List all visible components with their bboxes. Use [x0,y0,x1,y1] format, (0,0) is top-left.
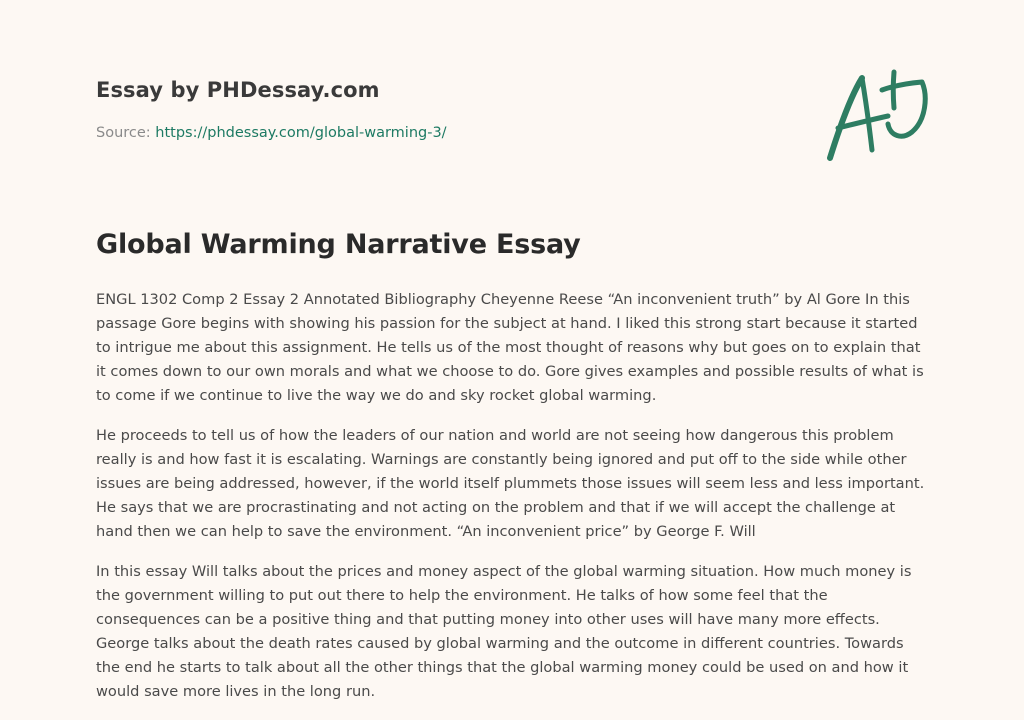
source-label: Source: [96,125,151,141]
essay-paragraph-3: In this essay Will talks about the prices and money aspect of the global warming situation. How much money is the government willing to put out there to help the environment. He talks of how some feel that the consequences can be a positive thing and that putting money into other uses will have many more effects. George talks about the death rates caused by global warming and the outcome in different countries. Towards the end he starts to talk about all the other things that the global warming money could be used on and how it would save more lives in the long run. [96,563,912,700]
essay-paragraph-2: He proceeds to tell us of how the leaders of our nation and world are not seeing how dangerous this problem really is and how fast it is escalating. Warnings are constantly being ignored and put off to the side while other issues are being addressed, however, if the world itself plummets those issues will seem less and less important. He says that we are procrastinating and not acting on the problem and that if we will accept the challenge at hand then we can help to save the environment. “An inconvenient price” by George F. Will [96,427,925,540]
source-line [96,123,796,143]
a-plus-grade-logo [822,66,930,166]
essay-title: Global Warming Narrative Essay [96,229,581,260]
site-title: Essay by PHDessay.com [96,78,380,102]
essay-content [96,226,926,720]
essay-paragraph-1: ENGL 1302 Comp 2 Essay 2 Annotated Bibliography Cheyenne Reese “An inconvenient truth” by Al Gore In this passage Gore begins with showing his passion for the subject at hand. I liked this strong start because it started to intrigue me about this assignment. He tells us of the most thought of reasons why but goes on to explain that it comes down to our own morals and what we choose to do. Gore gives examples and possible results of what is to come if we continue to live the way we do and sky rocket global warming. [96,291,924,404]
source-link[interactable]: https://phdessay.com/global-warming-3/ [155,125,447,141]
header [96,76,796,143]
